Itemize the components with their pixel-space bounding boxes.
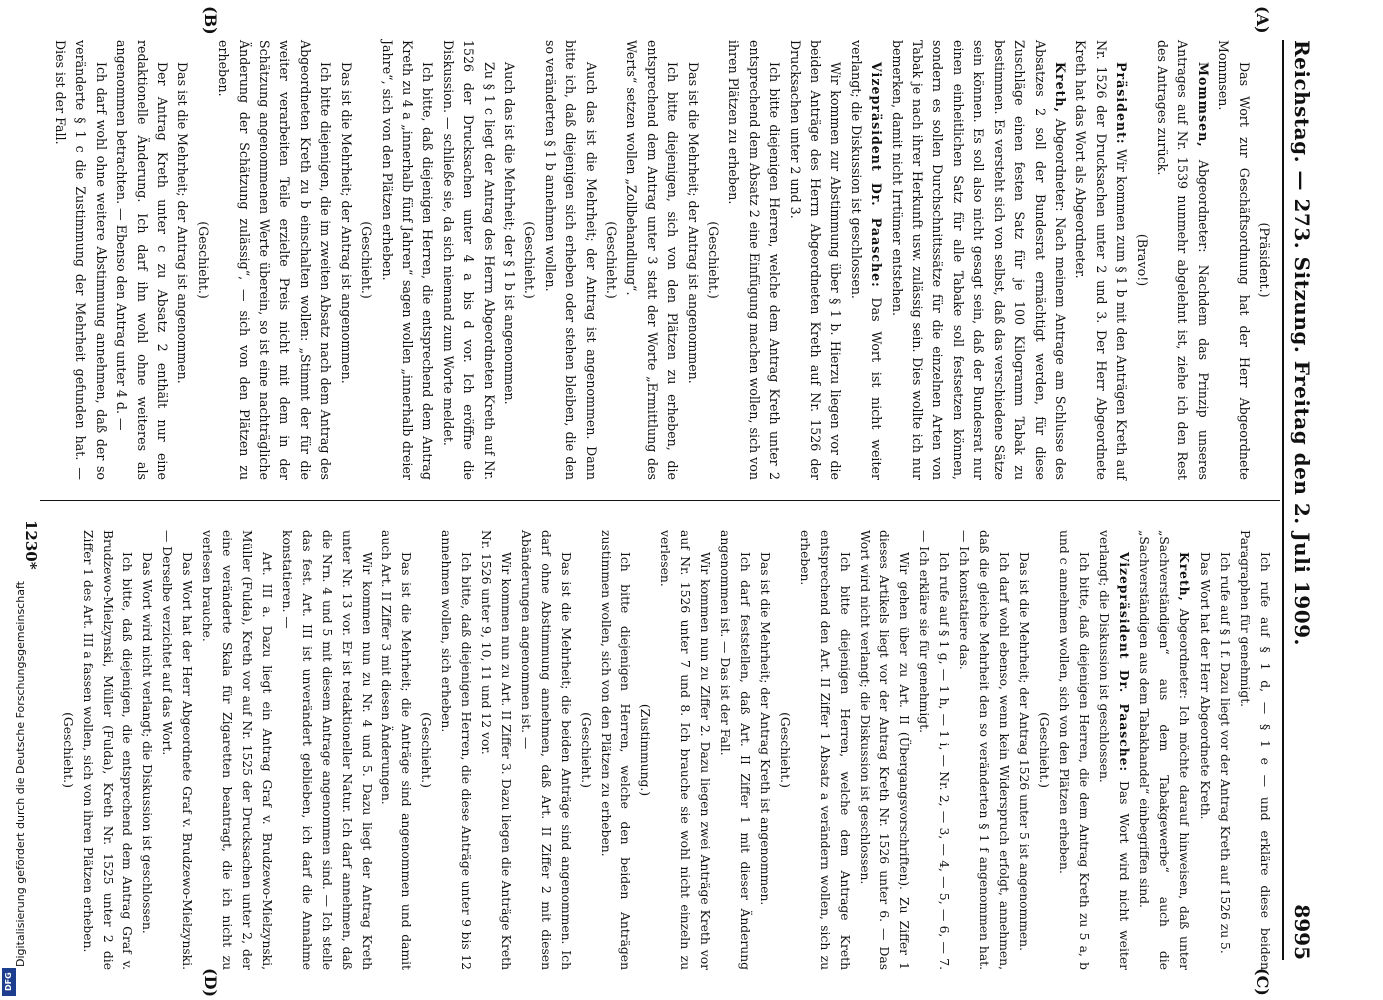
paragraph: Auch das ist die Mehrheit; der § 1 b ist angenommen. (501, 62, 517, 405)
paragraph: Das Wort hat der Herr Abgeordnete Kreth. (1198, 552, 1213, 820)
header-rule (1282, 40, 1284, 960)
paragraph: Ich bitte diejenigen, sich von den Plätzen zu erheben, die entsprechend dem Antrag unter 3 statt der Worte „Ermittlung des Werts“ setzen wollen „Zollbehandlung“. (624, 40, 681, 480)
stage-direction: (Geschieht.) (578, 712, 593, 788)
paragraph: Wir kommen nun zu Ziffer 2. Dazu liegen zwei Anträge Kreth vor auf Nr. 1526 unter 7 und 8. Ich brauche sie wohl nicht einzeln zu verlesen. (658, 530, 713, 970)
stage-direction: (Geschieht.) (359, 221, 375, 299)
stage-direction: (Geschieht.) (522, 221, 538, 299)
paragraph: Das ist die Mehrheit; der Antrag 1526 unter 5 ist angenommen. (1016, 552, 1031, 951)
right-text-column (57, 530, 1274, 970)
paragraph: Das ist die Mehrheit; die Anträge sind angenommen und damit auch Art. II Ziffer 3 mit diesen Änderungen. (379, 530, 414, 970)
paragraph: Ich darf wohl ohne weitere Abstimmung annehmen, daß der so veränderte § 1 c die Zustimmung der Mehrheit gefunden hat. — Dies ist der Fall. (53, 40, 109, 480)
page-number: 8995 (1290, 904, 1314, 960)
paragraph: Ich bitte diejenigen Herren, welche dem Antrag Kreth unter 2 entsprechend dem Absatz 2 eine Einfügung machen wollen, sich von ihren Plätzen zu erheben. (726, 40, 783, 480)
stage-direction: (Bravo!) (1134, 233, 1150, 287)
paragraph: Wir kommen nun zu Nr. 4 und 5. Dazu liegt der Antrag Kreth unter Nr. 13 vor. Er ist redaktioneller Natur. Ich darf annehmen, daß die Nrn. 4 und 5 mit diesem Antrage angenommen sind. — Ich stelle das fest. Art. III ist unverändert geblieben, ich darf die Annahme konstatieren. — (279, 530, 374, 970)
paragraph: Das ist die Mehrheit; der Antrag ist angenommen. (175, 62, 191, 384)
paragraph: Das ist die Mehrheit; der Antrag Kreth ist angenommen. (757, 552, 772, 906)
paragraph: Ich darf feststellen, daß Art. II Ziffer 1 mit dieser Änderung angenommen ist. — Das ist der Fall. (718, 530, 753, 970)
sheet-mark: 1230* (22, 520, 40, 570)
paragraph (1093, 530, 1134, 970)
paragraph: Auch das ist die Mehrheit; der Antrag ist angenommen. Dann bitte ich, daß diejenigen sich erheben oder stehen bleiben, die den so veränderten § 1 b annehmen wollen. (542, 40, 599, 480)
paragraph: Das ist die Mehrheit; die beiden Anträge sind angenommen. Ich darf ohne Abstimmung annehmen, daß Art. II Ziffer 2 mit diesen Abänderungen angenommen ist. — (518, 530, 573, 970)
paragraph: Das ist die Mehrheit; der Antrag ist angenommen. (338, 62, 354, 384)
speaker-name: Präsident: (1114, 62, 1130, 145)
speaker-name: Kreth, (1177, 552, 1193, 602)
document-page (22, 0, 1330, 1000)
paragraph: Ich bitte, daß diejenigen Herren, die diese Anträge unter 9 bis 12 annehmen wollen, sich erheben. (439, 530, 474, 970)
stage-direction: (Präsident.) (1257, 222, 1272, 298)
paragraph (845, 40, 886, 480)
paragraph: Wir kommen nun zu Art. II Ziffer 3. Dazu liegen die Anträge Kreth Nr. 1526 unter 9, 10, 11 und 12 vor. (479, 530, 513, 970)
paragraph: Das Wort wird nicht verlangt; die Diskussion ist geschlossen. (140, 552, 155, 934)
page-header (1280, 40, 1320, 960)
paragraph: Das Wort hat der Herr Abgeordnete Graf v. Brudzewo-Mielzynski. — Derselbe verzichtet auf das Wort. (160, 530, 195, 970)
paragraph: Ich bitte diejenigen Herren, welche dem Antrage Kreth entsprechend den Art. II Ziffer 1 Absatz a verändern wollen, sich zu erheben. (797, 530, 852, 970)
paragraph: Das ist die Mehrheit; der Antrag ist angenommen. (685, 62, 701, 384)
paragraph (1070, 40, 1131, 480)
dfg-logo: DFG (2, 968, 16, 996)
margin-mark-d: (D) (201, 968, 220, 998)
speaker-name: Mommsen, (1195, 62, 1211, 148)
margin-mark-c: (C) (1253, 968, 1272, 996)
paragraph: Der Antrag Kreth unter c zu Absatz 2 enthält nur eine redaktionelle Änderung. Ich darf ihn wohl ohne weiteres als angenommen betrachten. — Ebenso den Antrag unter 4 d. — (114, 40, 171, 480)
paragraph: Ich bitte, daß diejenigen Herren, die entsprechend dem Antrag Kreth zu 4 a „innerhalb fünf Jahren“ sagen wollen „innerhalb dreier Jahre“, sich von den Plätzen erheben. (379, 40, 436, 480)
paragraph: Wir gehen über zu Art. II (Übergangsvorschriften). Zu Ziffer 1 dieses Artikels liegt vor der Antrag Kreth Nr. 1526 unter 6. — Das Wort wird nicht verlangt; die Diskussion ist geschlossen. (857, 530, 912, 970)
speech-text: Das Wort ist nicht weiter verlangt; die Diskussion ist geschlossen. (848, 40, 885, 480)
paragraph: Ich bitte, daß diejenigen Herren, die dem Antrag Kreth zu 5 a, b und c annehmen wollen, sich von den Plätzen erheben. (1056, 530, 1091, 970)
speaker-name: Vizepräsident Dr. Paasche: (869, 62, 885, 288)
stage-direction: (Geschieht.) (1036, 712, 1051, 788)
left-text-column (50, 40, 1274, 480)
paragraph: Ich bitte, daß diejenigen, die entsprechend dem Antrag Graf v. Brudzewo-Mielzynski, Müller (Fulda), Kreth Nr. 1525 unter 2 die Ziffer 1 des Art. III a fassen wollen, sich von ihren Plätzen erheben. (80, 530, 135, 970)
paragraph: Ich rufe auf § 1 g, — 1 h, — 1 i, — Nr. 2, — 3, — 4, — 5, — 6, — 7. — Ich erkläre sie für genehmigt. (917, 530, 952, 970)
stage-direction: (Geschieht.) (419, 712, 434, 788)
margin-mark-b: (B) (201, 6, 220, 35)
credit-text: Digitalisierung gefördert durch die Deutsche Forschungsgemeinschaft (14, 581, 27, 967)
speech-text: Wir kommen zum § 1 b mit den Anträgen Kreth auf Nr. 1526 der Drucksachen unter 2 und 3. Der Herr Abgeordnete Kreth hat das Wort als Abgeordneter. (1073, 40, 1130, 480)
paragraph: Zu § 1 c liegt der Antrag des Herrn Abgeordneten Kreth auf Nr. 1526 der Drucksachen unter 4 a bis d vor. Ich eröffne die Diskussion. — schließe sie, da sich niemand zum Worte meldet. (440, 40, 497, 480)
paragraph: Ich rufe auf § 1 f. Dazu liegt vor der Antrag Kreth auf 1526 zu 5. (1218, 552, 1233, 954)
paragraph: Ich darf wohl ebenso, wenn kein Widerspruch erfolgt, annehmen, daß die gleiche Mehrheit den so veränderten § 1 f angenommen hat. — Ich konstatiere das. (957, 530, 1012, 970)
margin-mark-a: (A) (1253, 6, 1272, 34)
stage-direction: (Geschieht.) (60, 712, 75, 788)
stage-direction: (Geschieht.) (706, 221, 722, 299)
paragraph: Ich rufe auf § 1 d, — § 1 e — und erkläre diese beiden Paragraphen für genehmigt. (1238, 530, 1272, 970)
speaker-name: Vizepräsident Dr. Paasche: (1116, 552, 1132, 773)
paragraph: Das Wort zur Geschäftsordnung hat der Herr Abgeordnete Mommsen. (1216, 40, 1252, 480)
speaker-name: Kreth, (1052, 62, 1068, 113)
column-divider (40, 500, 1280, 501)
speech-text: Abgeordneter: Nach meinem Antrage am Schlusse des Absatzes 2 soll der Bundesrat ermächtigt werden, für diese Zuschläge einen festen Satz für je 100 Kilogramm Tabak zu bestimmen. Es versteht sich von selbst, daß das verschiedene Sätze sein können. Es soll also nicht gesagt sein, daß der Bundesrat nur einen einheitlichen Satz für alle Tabake soll festsetzen können, sondern es sollen Durchschnittssätze für die einzelnen Arten von Tabak je nach ihrer Herkunft usw. zulässig sein. Dies wollte ich nur bemerken, damit nicht Irrtümer entstehen. (889, 40, 1068, 480)
stage-direction: (Geschieht.) (604, 221, 619, 299)
paragraph (1152, 40, 1213, 480)
speech-text: Abgeordneter: Nachdem das Prinzip unseres Antrages auf Nr. 1539 nunmehr abgelehnt ist, ziehe ich den Rest des Antrages zurück. (1154, 40, 1211, 480)
speech-text: Das Wort wird nicht weiter verlangt; die Diskussion ist geschlossen. (1096, 530, 1131, 970)
paragraph: Ich bitte diejenigen Herren, welche den beiden Anträgen zustimmen wollen, sich von den Plätzen zu erheben. (598, 530, 633, 970)
stage-direction: (Geschieht.) (777, 712, 792, 788)
paragraph (1134, 530, 1195, 970)
speech-text: Abgeordneter: Ich möchte darauf hinweisen, daß unter „Sachverständigen“ aus dem Tabakgewerbe“ auch die „Sachverständigen aus dem Tabakhandel“ einbegriffen sind. (1137, 530, 1192, 970)
paragraph: Ich bitte diejenigen, die im zweiten Absatz nach dem Antrag des Abgeordneten Kreth zu b einschalten wollen: „Stimmt der für die weiter verarbeiten Teile erzielte Preis nicht mit dem in der Schätzung angenommenen Werte überein, so ist eine nachträgliche Änderung der Schätzung zulässig“, — sich von den Plätzen zu erheben. (216, 40, 334, 480)
dfg-credit-line (2, 581, 27, 1000)
paragraph (886, 40, 1070, 480)
paragraph: Wir kommen zur Abstimmung über § 1 b. Hierzu liegen vor die beiden Anträge des Herrn Abgeordneten Kreth auf Nr. 1526 der Drucksachen unter 2 und 3. (787, 40, 844, 480)
stage-direction: (Zustimmung.) (638, 703, 653, 797)
paragraph: Art. III a. Dazu liegt ein Antrag Graf v. Brudzewo-Mielzynski, Müller (Fulda), Kreth vor auf Nr. 1525 der Drucksachen unter 2, der eine veränderte Skala für Zigaretten beantragt, die ich nicht zu verlesen brauche. (200, 530, 274, 970)
running-title: Reichstag. — 273. Sitzung. Freitag den 2. Juli 1909. (1290, 40, 1314, 646)
stage-direction: (Geschieht.) (195, 221, 211, 299)
